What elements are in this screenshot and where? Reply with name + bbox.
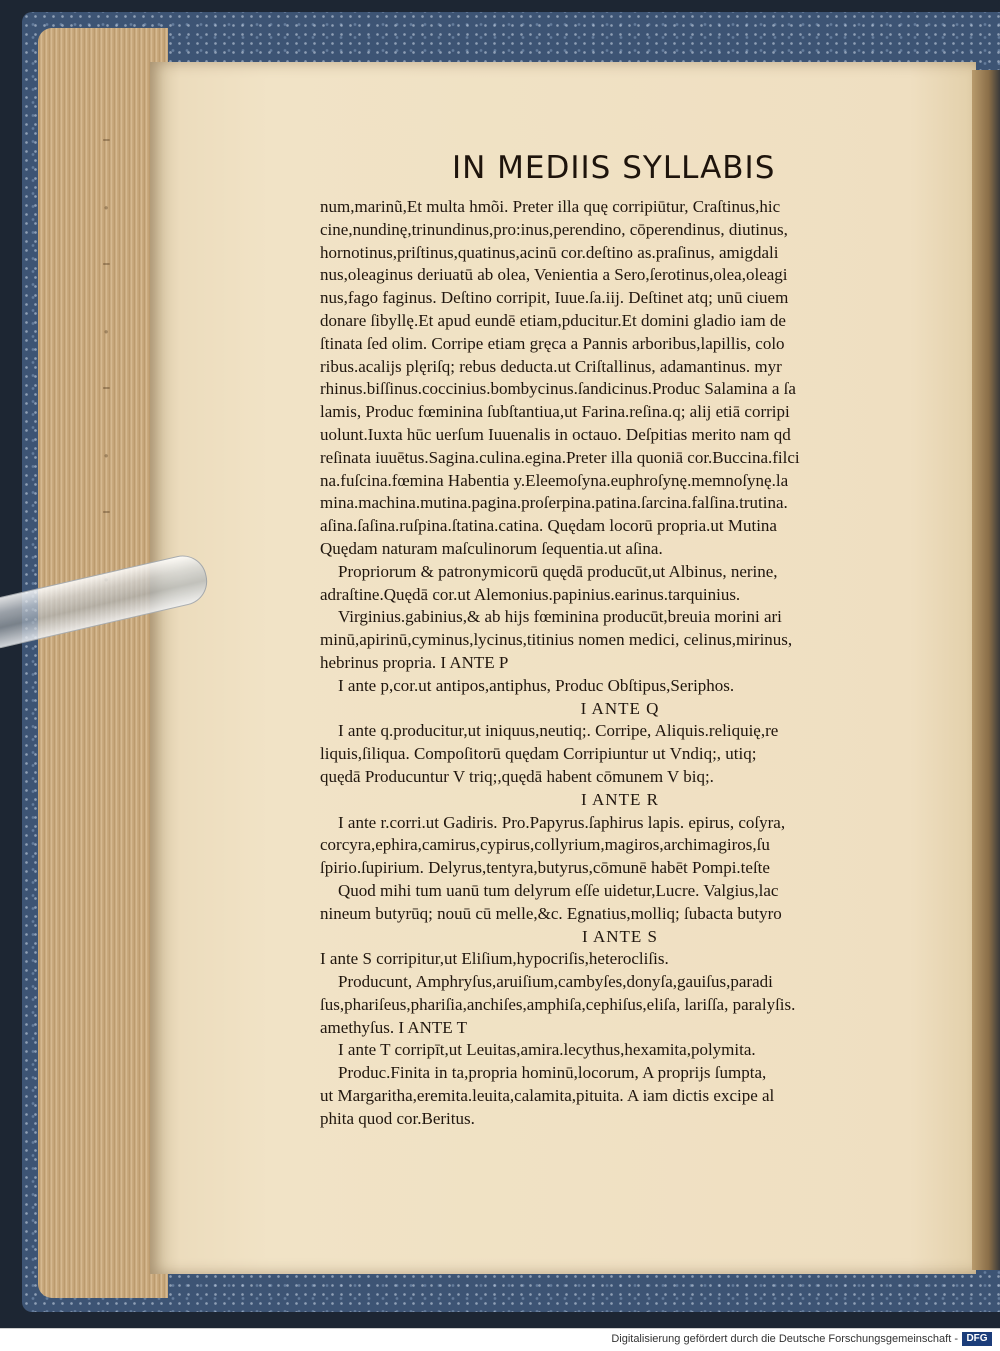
text-line: quędā Producuntur V triq;,quędā habent cōmunem V biq;. xyxy=(320,766,714,786)
text-line: I ante q.producitur,ut iniquus,neutiq;. Corripe, Aliquis.reliquię,re xyxy=(338,721,779,741)
text-line: lamis, Produc fœminina ſubſtantiua,ut Farina.reſina.q; alij etiā corripi xyxy=(320,402,790,422)
text-line: Quędam naturam maſculinorum ſequentia.ut aſina. xyxy=(320,538,663,558)
text-line: adraſtine.Quędā cor.ut Alemonius.papinius.earinus.tarquinius. xyxy=(320,584,741,604)
text-line: liquis,ſiliqua. Compoſitorū quędam Corripiuntur ut Vndiq;, utiq; xyxy=(320,744,757,764)
text-line: I ante T corripīt,ut Leuitas,amira.lecythus,hexamita,polymita. xyxy=(338,1040,756,1060)
text-line: Producunt, Amphryſus,aruiſium,cambyſes,donyſa,gauiſus,paradi xyxy=(338,972,773,992)
text-line: I ante p,cor.ut antipos,antiphus, Produc Obſtipus,Seriphos. xyxy=(338,675,735,695)
text-line: nus,fago faginus. Deſtino corripit, Iuue.ſa.iij. Deſtinet atq; unū ciuem xyxy=(320,288,789,308)
text-line: ribus.acalijs plęriſq; rebus deducta.ut Criſtallinus, adamantinus. myr xyxy=(320,356,782,376)
text-line: donare ſibyllę.Et apud eundē etiam,pducitur.Et domini gladio iam de xyxy=(320,310,786,330)
text-line: ut Margaritha,eremita.leuita,calamita,pituita. A iam dictis excipe al xyxy=(320,1086,775,1106)
text-line: Quod mihi tum uanū tum delyrum eſſe uidetur,Lucre. Valgius,lac xyxy=(338,880,779,900)
footer-credit: Digitalisierung gefördert durch die Deutsche Forschungsgemeinschaft - xyxy=(611,1333,958,1345)
text-line: ſtinata ſed olim. Corripe etiam gręca a Pannis arboribus,lapillis, colo xyxy=(320,333,785,353)
text-line: Virginius.gabinius,& ab hijs fœminina producūt,breuia morini ari xyxy=(338,607,782,627)
section-heading: I ANTE Q xyxy=(580,698,660,718)
text-line: ſpirio.ſupirium. Delyrus,tentyra,butyrus,cōmunē habēt Pompi.teſte xyxy=(320,858,770,878)
page-edges xyxy=(38,28,168,1298)
text-line: I ante r.corri.ut Gadiris. Pro.Papyrus.ſaphirus lapis. epirus, coſyra, xyxy=(338,812,786,832)
text-line: phita quod cor.Beritus. xyxy=(320,1108,475,1128)
text-line: na.fuſcina.fœmina Habentia y.Eleemoſyna.euphroſynę.memnoſynę.la xyxy=(320,470,789,490)
text-line: corcyra,ephira,camirus,cypirus,collyrium,magiros,archimagiros,ſu xyxy=(320,835,770,855)
text-line: reſinata iuuētus.Sagina.culina.egina.Preter illa quoniā cor.Buccina.filci xyxy=(320,447,800,467)
section-heading: I ANTE S xyxy=(582,926,658,946)
text-line: amethyſus. I ANTE T xyxy=(320,1017,467,1037)
text-line: Produc.Finita in ta,propria hominū,locorum, A proprijs ſumpta, xyxy=(338,1063,767,1083)
footer-bar xyxy=(0,1328,1000,1351)
text-block xyxy=(320,196,940,1131)
text-line: hornotinus,priſtinus,quatinus,acinū cor.deſtino as.praſinus, amigdali xyxy=(320,242,779,262)
text-line: hebrinus propria. I ANTE P xyxy=(320,652,509,672)
text-line: uolunt.Iuxta hūc uerſum Iuuenalis in octauo. Deſpitias merito nam qd xyxy=(320,424,791,444)
text-line: minū,apirinū,cyminus,lycinus,titinius nomen medici, celinus,mirinus, xyxy=(320,630,793,650)
text-line: nineum butyrūq; nouū cū melle,&c. Egnatius,molliq; ſubacta butyro xyxy=(320,903,782,923)
right-page-edge xyxy=(972,70,1000,1270)
text-line: num,marinũ,Et multa hmõi. Preter illa quę corripiūtur, Craſtinus,hic xyxy=(320,197,781,216)
dfg-logo: DFG xyxy=(962,1332,992,1346)
text-line: Propriorum & patronymicorū quędā producūt,ut Albinus, nerine, xyxy=(338,561,778,581)
text-line: rhinus.biſſinus.coccinius.bombycinus.ſandicinus.Produc Salamina a ſa xyxy=(320,379,796,399)
text-line: mina.machina.mutina.pagina.proſerpina.patina.ſarcina.falſina.trutina. xyxy=(320,493,788,513)
text-line: I ante S corripitur,ut Eliſium,hypocriſis,heterocliſis. xyxy=(320,949,669,969)
text-line: cine,nundinę,trinundinus,pro:inus,perendino, cōperendinus, diutinus, xyxy=(320,219,788,239)
page-title: IN MEDIIS SYLLABIS xyxy=(452,150,776,186)
text-line: aſina.ſaſina.ruſpina.ſtatina.catina. Quędam locorū propria.ut Mutina xyxy=(320,516,777,536)
text-line: ſus,phariſeus,phariſia,anchiſes,amphiſa,cephiſus,eliſa, lariſſa, paralyſis. xyxy=(320,994,796,1014)
text-line: nus,oleaginus deriuatū ab olea, Venientia a Sero,ſerotinus,olea,oleagi xyxy=(320,265,788,285)
section-heading: I ANTE R xyxy=(581,789,659,809)
bleed-through-marks: - . - . - . - xyxy=(102,124,111,526)
